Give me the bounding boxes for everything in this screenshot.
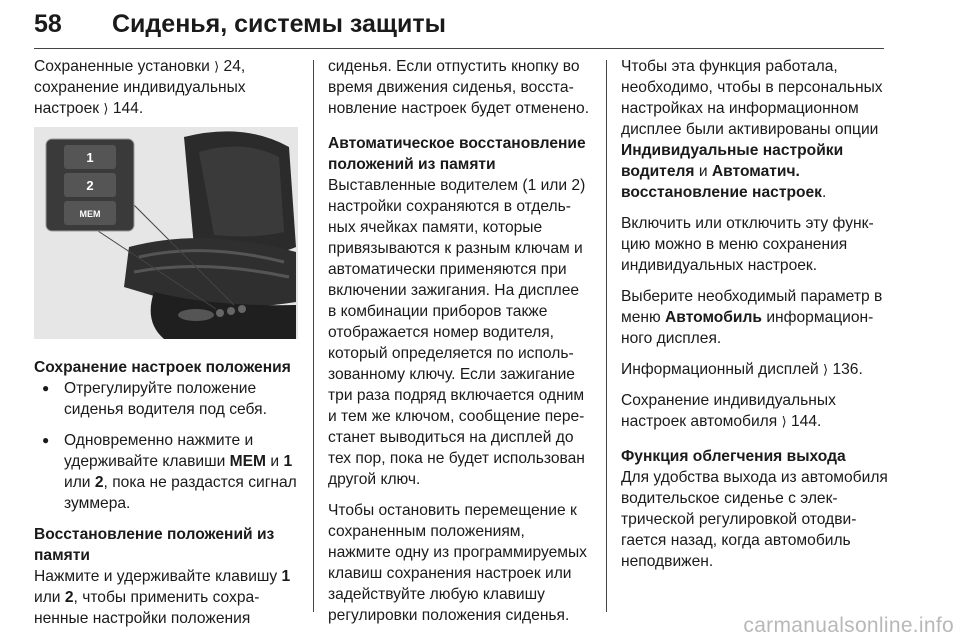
list-item: ● Отрегулируйте положение сиденья водителя под себя. [34, 378, 299, 420]
memory-button-1-label: 1 [86, 150, 94, 165]
page-title: Сиденья, системы защиты [112, 10, 446, 38]
memory-button-mem-label: MEM [79, 209, 101, 219]
page-header [34, 4, 884, 46]
column-divider-2 [606, 60, 607, 612]
header-divider [34, 48, 884, 49]
reference-arrow-icon: ⟩ [214, 59, 220, 74]
restore-paragraph: Нажмите и удерживайте клавишу 1 или 2, чтобы применить сохраненные настройки положения [34, 568, 291, 627]
paragraph: Информационный дисплей ⟩ 136. [621, 361, 863, 378]
easy-exit-heading: Функция облегчения выхода [621, 448, 846, 465]
restore-settings-heading: Восстановление положений из памяти [34, 526, 275, 564]
watermark: carmanualsonline.info [743, 614, 954, 637]
save-steps-list [34, 378, 299, 514]
paragraph: Выставленные водителем (1 или 2) настройки сохраняются в отдельных ячейках памяти, которые привязываются к разным ключам и автоматически применяются при включении зажигания. На дисплее в комбинации приборов также отображается номер водителя, который определяется по использованному ключу. Если зажигание три раза подряд включается одним и тем же ключом, сообщение перестанет выводиться на дисплей до тех пор, пока не будет использован другой ключ. [328, 177, 586, 488]
paragraph: Включить или отключить эту функцию можно в меню сохранения индивидуальных настроек. [621, 215, 874, 274]
paragraph: Чтобы остановить перемещение к сохраненным положениям, нажмите одну из программируемых клавиш сохранения настроек или задействуйте любую клавишу регулировки положения сиденья. [328, 502, 587, 624]
column-1 [34, 56, 299, 639]
reference-arrow-icon: ⟩ [103, 101, 109, 116]
save-settings-heading: Сохранение настроек положения [34, 359, 291, 376]
intro-paragraph: Сохраненные установки ⟩ 24, сохранение индивидуальных настроек ⟩ 144. [34, 58, 246, 117]
auto-restore-heading: Автоматическое восстановление положений из памяти [328, 135, 586, 173]
column-2 [328, 56, 591, 636]
reference-arrow-icon: ⟩ [781, 414, 787, 429]
page-number: 58 [34, 10, 62, 38]
paragraph: Выберите необходимый параметр в меню Автомобиль информационного дисплея. [621, 288, 883, 347]
column-3 [621, 56, 891, 582]
column-divider-1 [313, 60, 314, 612]
paragraph: Чтобы эта функция работала, необходимо, чтобы в персональных настройках на информационном дисплее были активированы опции Индивидуальные настройки водителя и Автоматич. восстановление настроек. [621, 58, 883, 201]
paragraph: сиденья. Если отпустить кнопку во время движения сиденья, восстановление настроек будет отменено. [328, 58, 590, 117]
list-item: ● Одновременно нажмите и удерживайте клавиши MEM и 1 или 2, пока не раздастся сигнал зуммера. [34, 430, 299, 514]
reference-arrow-icon: ⟩ [823, 362, 829, 377]
paragraph: Для удобства выхода из автомобиля водительское сиденье с электрической регулировкой отодвигается назад, когда автомобиль неподвижен. [621, 469, 888, 570]
seat-memory-illustration [34, 127, 298, 339]
paragraph: Сохранение индивидуальных настроек автомобиля ⟩ 144. [621, 392, 836, 430]
memory-button-2-label: 2 [86, 178, 94, 193]
